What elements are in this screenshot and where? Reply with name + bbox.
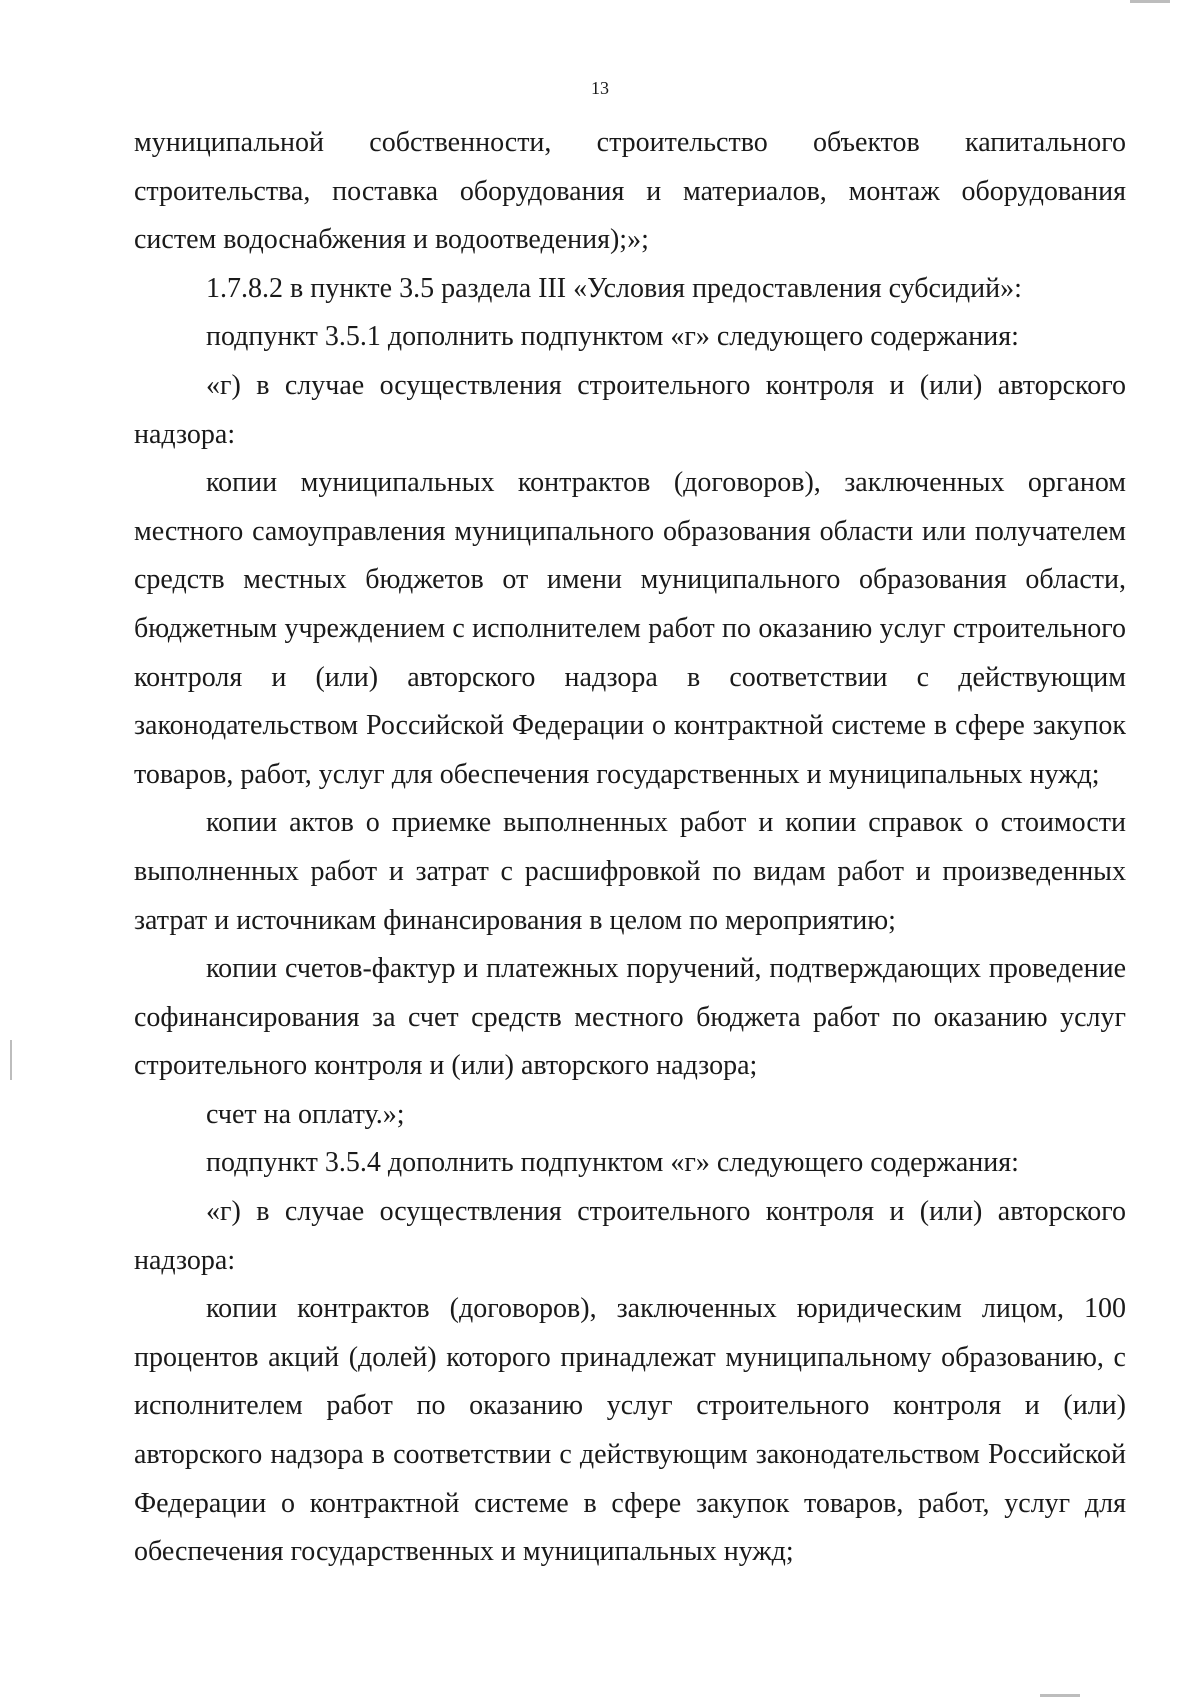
paragraph: муниципальной собственности, строительство объектов капитального строительства, поставка оборудования и материалов, монтаж оборудования систем водоснабжения и водоотведения);»; xyxy=(134,127,1126,256)
paragraph: копии муниципальных контрактов (договоров), заключенных органом местного самоуправления муниципального образования области или получателем средств местных бюджетов от имени муниципального образования области, бюджетным учреждением с исполнителем работ по оказанию услуг строительного контроля и (или) авторского надзора в соответствии с действующим законодательством Российской Федерации о контрактной системе в сфере закупок товаров, работ, услуг для обеспечения государственных и муниципальных нужд; xyxy=(134,467,1126,790)
document-body xyxy=(134,119,1126,1577)
paragraph: подпункт 3.5.1 дополнить подпунктом «г» следующего содержания: xyxy=(206,321,1019,353)
scan-edge-mark-left xyxy=(10,1040,12,1080)
paragraph: копии актов о приемке выполненных работ и копии справок о стоимости выполненных работ и затрат с расшифровкой по видам работ и произведенных затрат и источникам финансирования в целом по мероприятию; xyxy=(134,807,1126,936)
paragraph: копии счетов-фактур и платежных поручений, подтверждающих проведение софинансирования за счет средств местного бюджета работ по оказанию услуг строительного контроля и (или) авторского надзора; xyxy=(134,953,1126,1082)
paragraph: счет на оплату.»; xyxy=(206,1098,405,1130)
paragraph: «г) в случае осуществления строительного контроля и (или) авторского надзора: xyxy=(134,1196,1126,1276)
scan-edge-mark-top xyxy=(1130,0,1170,3)
paragraph: копии контрактов (договоров), заключенных юридическим лицом, 100 процентов акций (долей) которого принадлежат муниципальному образованию, с исполнителем работ по оказанию услуг строительного контроля и (или) авторского надзора в соответствии с действующим законодательством Российской Федерации о контрактной системе в сфере закупок товаров, работ, услуг для обеспечения государственных и муниципальных нужд; xyxy=(134,1293,1126,1568)
paragraph: 1.7.8.2 в пункте 3.5 раздела III «Условия предоставления субсидий»: xyxy=(206,272,1022,304)
paragraph: подпункт 3.5.4 дополнить подпунктом «г» следующего содержания: xyxy=(206,1147,1019,1179)
page-number: 13 xyxy=(591,78,609,98)
paragraph: «г) в случае осуществления строительного контроля и (или) авторского надзора: xyxy=(134,369,1126,450)
